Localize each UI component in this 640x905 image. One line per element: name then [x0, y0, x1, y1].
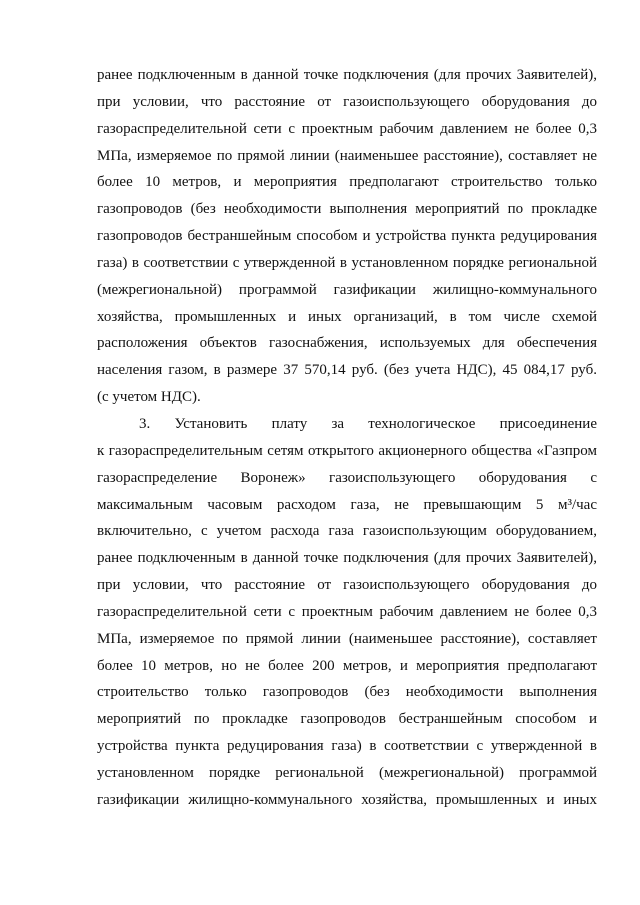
- paragraph-b-line-11: строительство только газопроводов (без необходимости выполнения: [97, 684, 597, 701]
- paragraph-b-line-6: ранее подключенным в данной точке подключения (для прочих Заявителей),: [97, 550, 597, 567]
- paragraph-b-line-13: устройства пункта редуцирования газа) в соответствии с утвержденной в: [97, 738, 597, 755]
- paragraph-a-line-4: МПа, измеряемое по прямой линии (наименьшее расстояние), составляет не: [97, 147, 597, 164]
- paragraph-a-line-13: (с учетом НДС).: [97, 389, 201, 406]
- document-body: [97, 62, 597, 814]
- paragraph-b-line-9: МПа, измеряемое по прямой линии (наименьшее расстояние), составляет: [97, 630, 597, 647]
- paragraph-a-line-9: (межрегиональной) программой газификации жилищно-коммунального: [97, 281, 597, 298]
- paragraph-a-line-8: газа) в соответствии с утвержденной в установленном порядке региональной: [97, 254, 597, 271]
- paragraph-b-line-5: включительно, с учетом расхода газа газоиспользующим оборудованием,: [97, 523, 597, 540]
- paragraph-b-line-8: газораспределительной сети с проектным рабочим давлением не более 0,3: [97, 603, 597, 620]
- paragraph-b-line-12: мероприятий по прокладке газопроводов бестраншейным способом и: [97, 711, 597, 728]
- paragraph-b-line-3: газораспределение Воронеж» газоиспользующего оборудования с: [97, 469, 597, 486]
- paragraph-b-line-15: газификации жилищно-коммунального хозяйства, промышленных и иных: [97, 791, 597, 808]
- paragraph-b-line-4: максимальным часовым расходом газа, не превышающим 5 м³/час: [97, 496, 597, 513]
- paragraph-a-line-10: хозяйства, промышленных и иных организаций, в том числе схемой: [97, 308, 597, 325]
- paragraph-a-line-2: при условии, что расстояние от газоиспользующего оборудования до: [97, 93, 597, 110]
- paragraph-b-line-10: более 10 метров, но не более 200 метров, и мероприятия предполагают: [97, 657, 597, 674]
- paragraph-b-line-1: 3. Установить плату за технологическое присоединение: [139, 415, 597, 432]
- paragraph-a-line-6: газопроводов (без необходимости выполнения мероприятий по прокладке: [97, 201, 597, 218]
- paragraph-a-line-7: газопроводов бестраншейным способом и устройства пункта редуцирования: [97, 228, 597, 245]
- paragraph-a-line-1: ранее подключенным в данной точке подключения (для прочих Заявителей),: [97, 67, 597, 83]
- paragraph-b-line-7: при условии, что расстояние от газоиспользующего оборудования до: [97, 577, 597, 594]
- paragraph-a-line-11: расположения объектов газоснабжения, используемых для обеспечения: [97, 335, 597, 352]
- paragraph-a-line-5: более 10 метров, и мероприятия предполагают строительство только: [97, 174, 597, 191]
- paragraph-b-line-2: к газораспределительным сетям открытого акционерного общества «Газпром: [97, 442, 597, 459]
- paragraph-a-line-12: населения газом, в размере 37 570,14 руб. (без учета НДС), 45 084,17 руб.: [97, 362, 597, 379]
- paragraph-a-line-3: газораспределительной сети с проектным рабочим давлением не более 0,3: [97, 120, 597, 137]
- paragraph-b-line-14: установленном порядке региональной (межрегиональной) программой: [97, 764, 597, 781]
